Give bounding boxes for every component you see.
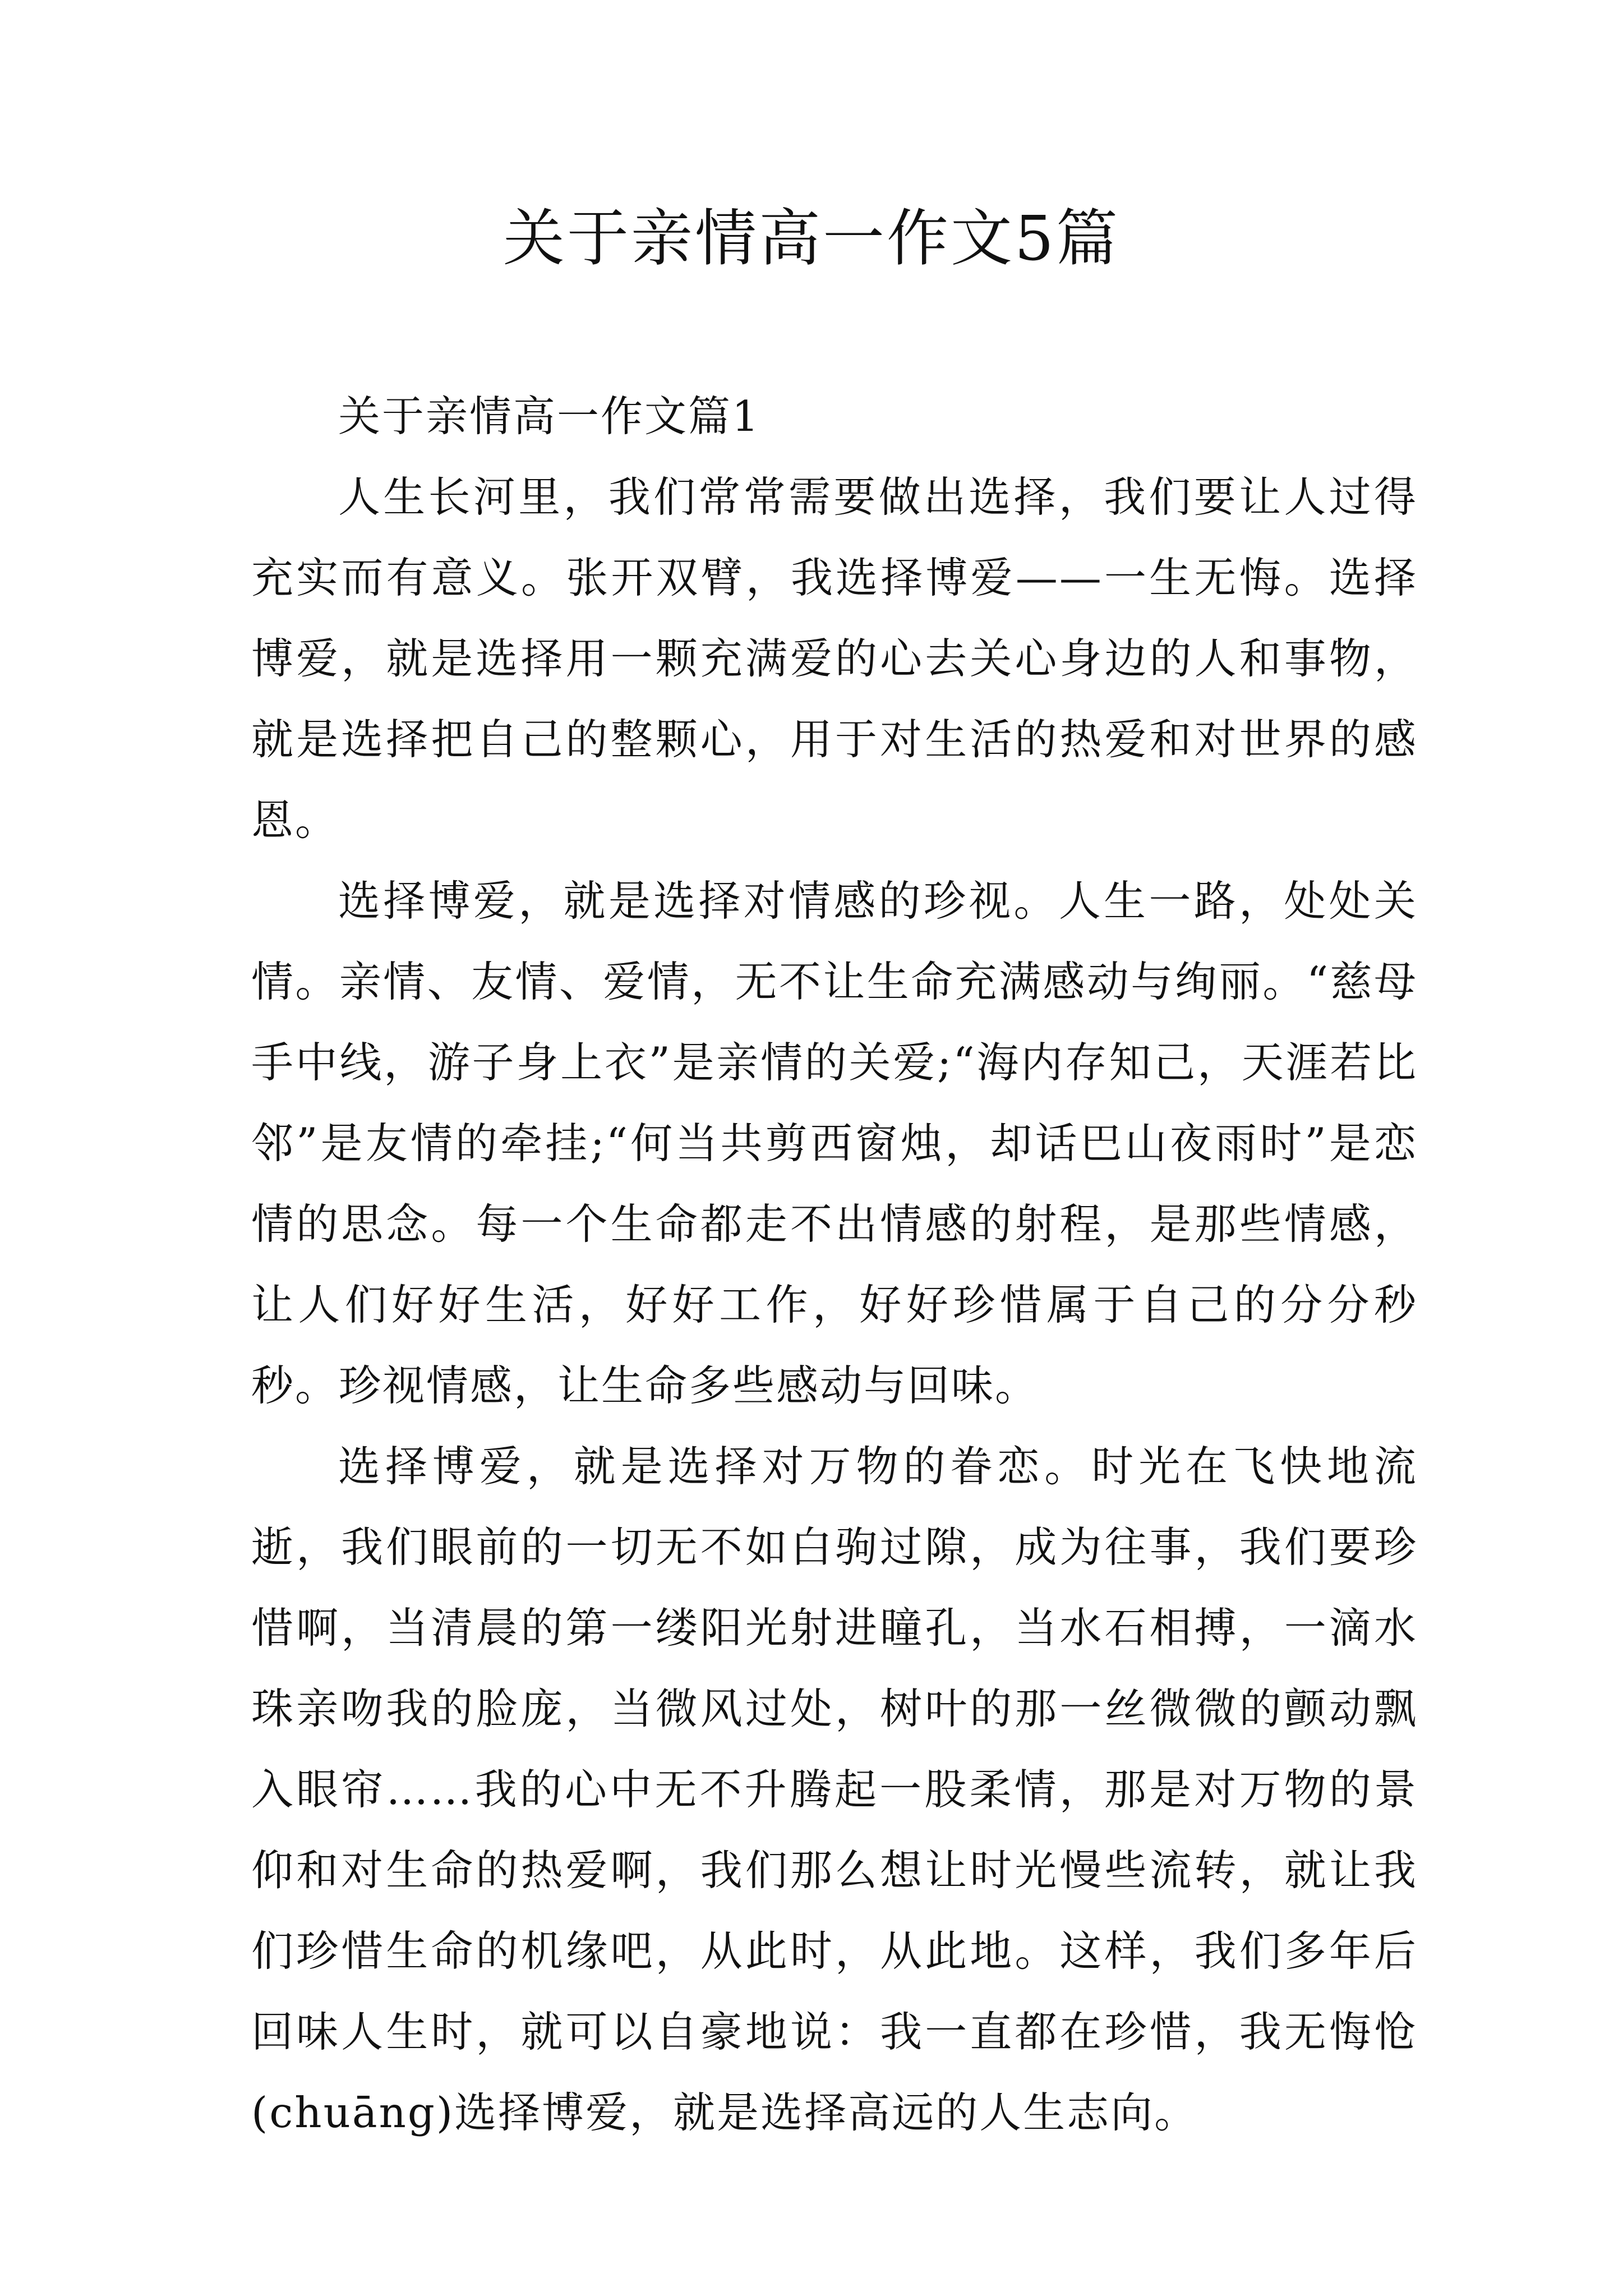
section-heading: 关于亲情高一作文篇1 [338, 392, 760, 441]
paragraph-1: 人生长河里，我们常常需要做出选择，我们要让人过得充实而有意义。张开双臂，我选择博爱——一生无悔。选择博爱，就是选择用一颗充满爱的心去关心身边的人和事物，就是选择把自己的整颗心，用于对生活的热爱和对世界的感恩。 [251, 472, 1418, 845]
paragraph-3: 选择博爱，就是选择对万物的眷恋。时光在飞快地流逝，我们眼前的一切无不如白驹过隙，成为往事，我们要珍惜啊，当清晨的第一缕阳光射进瞳孔，当水石相搏，一滴水珠亲吻我的脸庞，当微风过处，树叶的那一丝微微的颤动飘入眼帘……我的心中无不升腾起一股柔情，那是对万物的景仰和对生命的热爱啊，我们那么想让时光慢些流转，就让我们珍惜生命的机缘吧，从此时，从此地。这样，我们多年后回味人生时，就可以自豪地说：我一直都在珍惜，我无悔怆(chuāng)选择博爱，就是选择高远的人生志向。 [251, 1442, 1418, 2137]
paragraph-2: 选择博爱，就是选择对情感的珍视。人生一路，处处关情。亲情、友情、爱情，无不让生命充满感动与绚丽。“慈母手中线，游子身上衣”是亲情的关爱;“海内存知己，天涯若比邻”是友情的牵挂;“何当共剪西窗烛，却话巴山夜雨时”是恋情的思念。每一个生命都走不出情感的射程，是那些情感，让人们好好生活，好好工作，好好珍惜属于自己的分分秒秒。珍视情感，让生命多些感动与回味。 [251, 876, 1418, 1410]
document-body [251, 376, 1418, 2153]
document-title: 关于亲情高一作文5篇 [503, 203, 1120, 274]
